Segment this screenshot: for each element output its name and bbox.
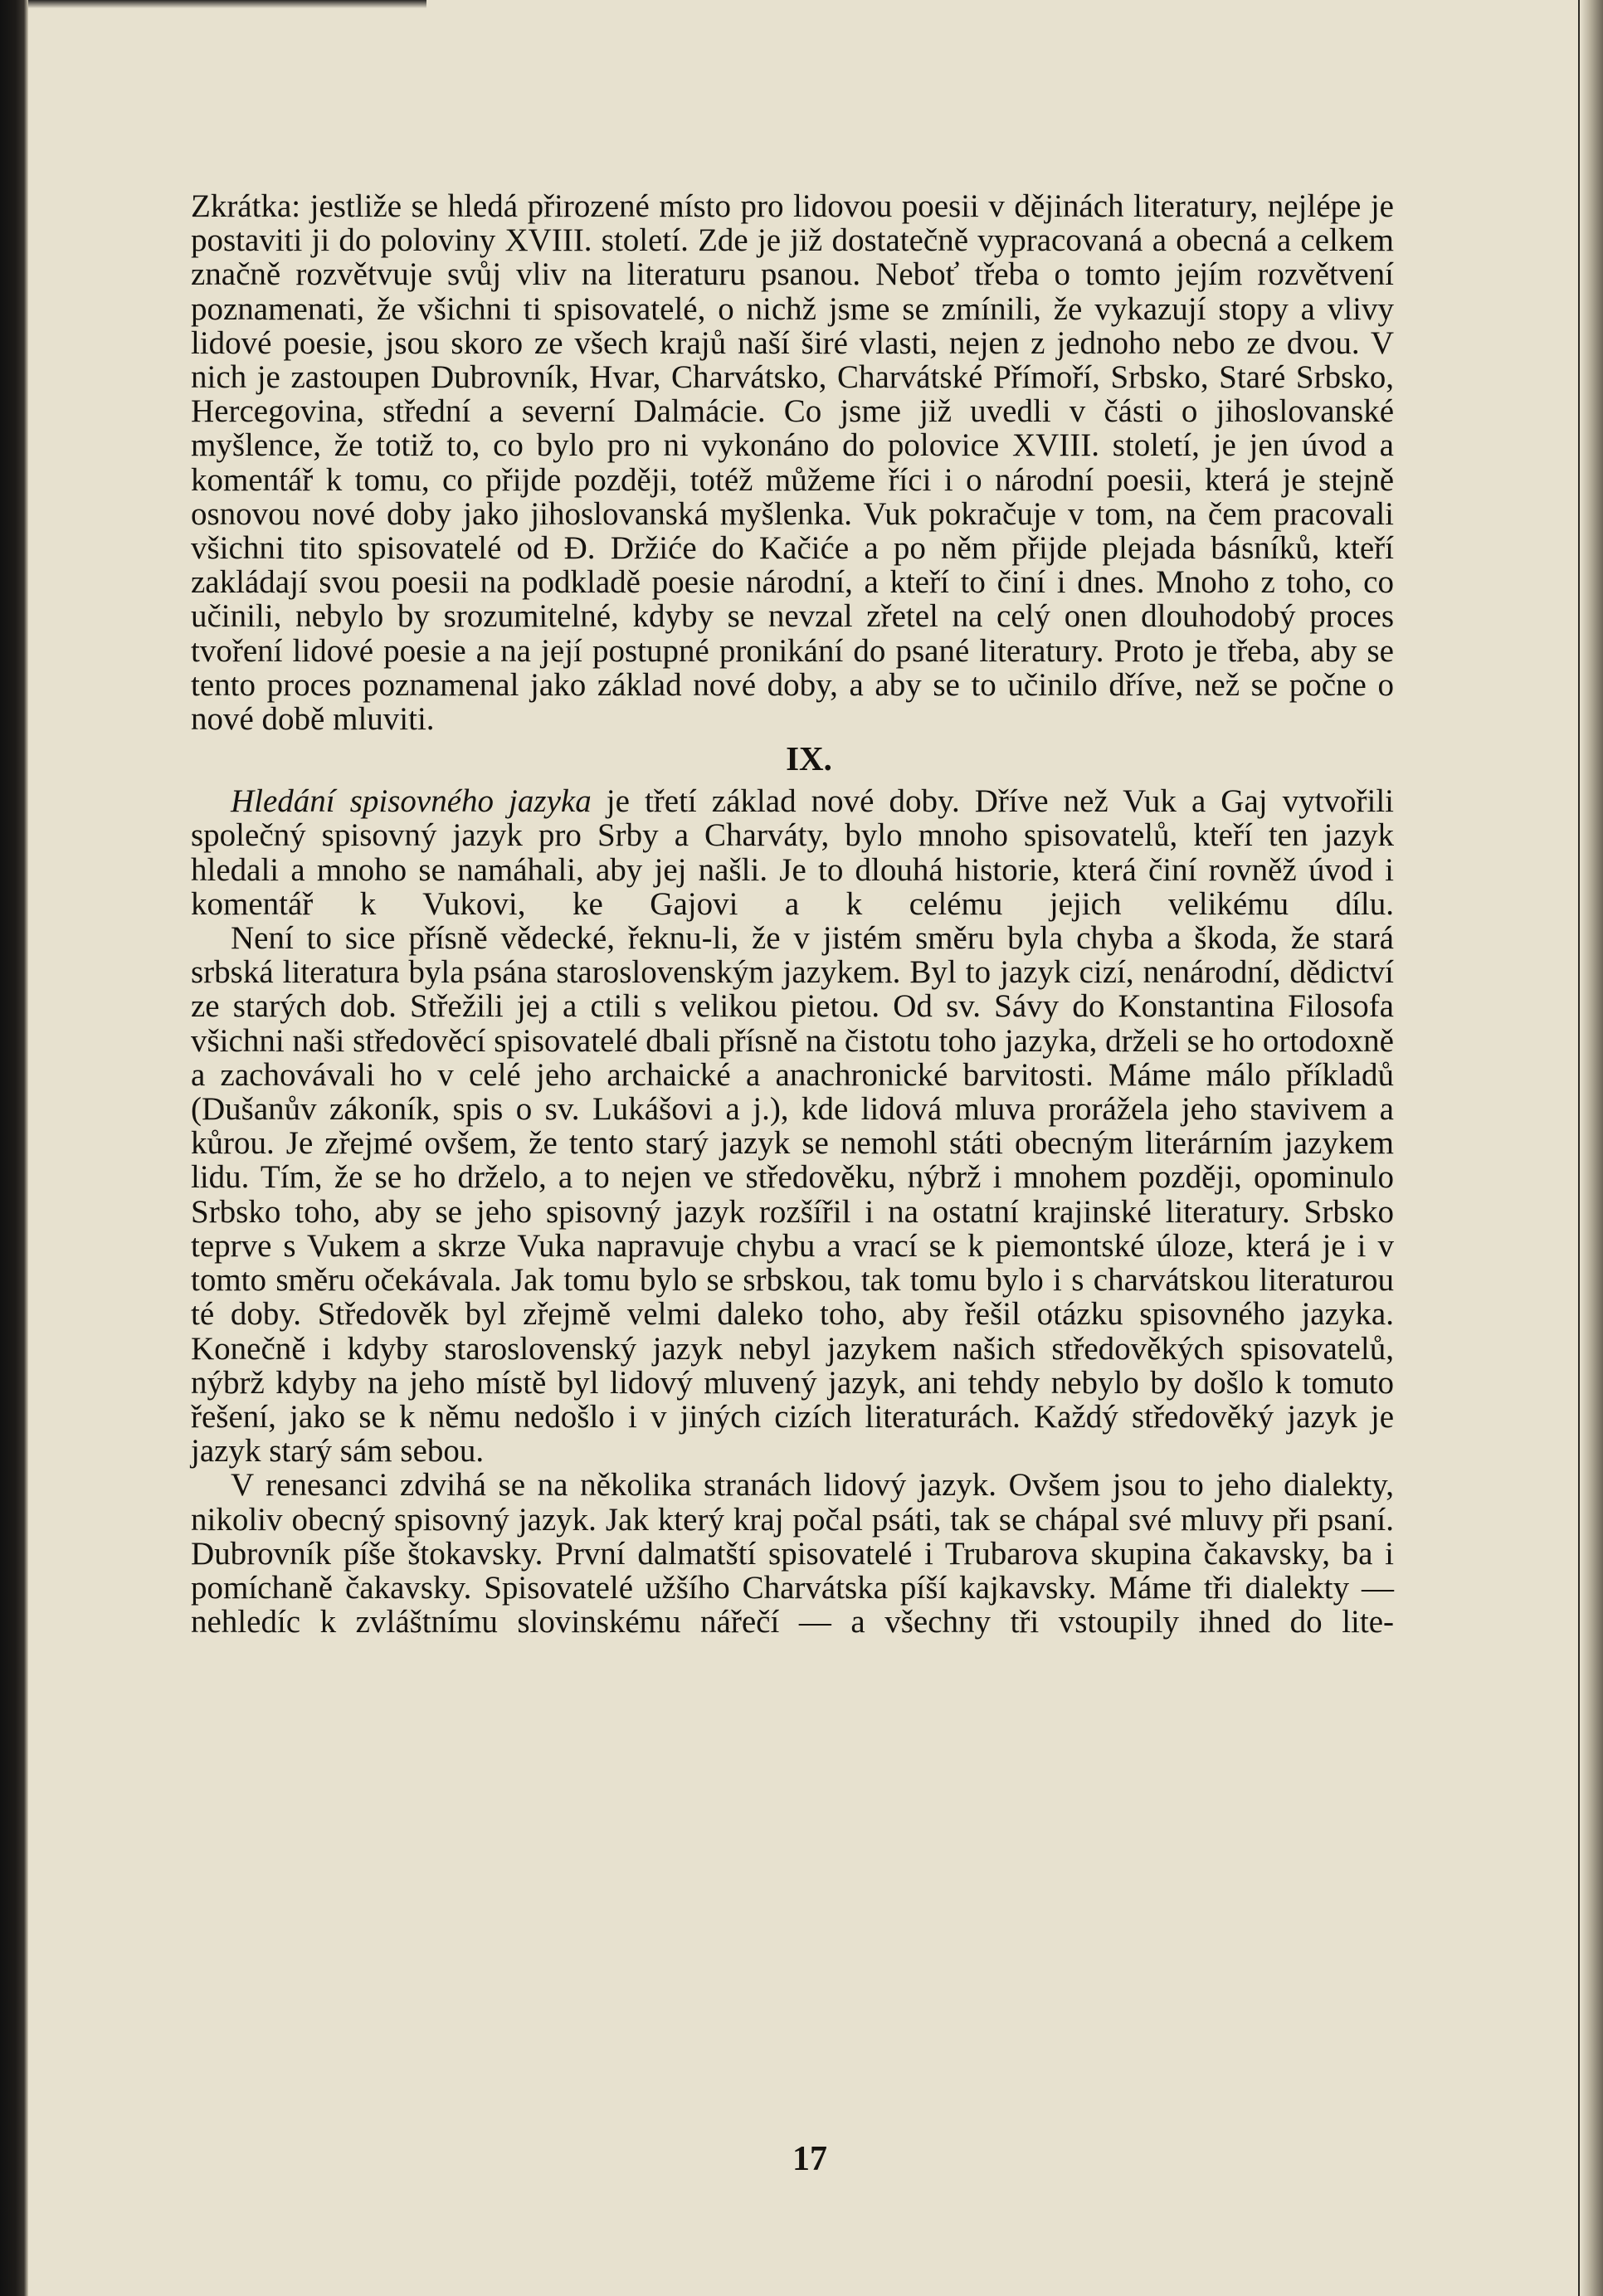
book-spine-shadow <box>0 0 28 2296</box>
page-number-text: 17 <box>792 2140 827 2178</box>
section-heading <box>191 739 1394 778</box>
paragraph-1: Zkrátka: jestliže se hledá přirozené místo pro lidovou poesii v dějinách literatury, nejlépe je postaviti ji do poloviny XVIII. století. Zde je již dostatečně vypracovaná a obecná a celkem značně rozvětvuje svůj vliv na literaturu psanou. Neboť třeba o tomto jejím rozvětvení poznamenati, že všichni ti spisovatelé, o nichž jsme se zmínili, že vykazují stopy a vlivy lidové poesie, jsou skoro ze všech krajů naší širé vlasti, nejen z jednoho nebo ze dvou. V nich je zastoupen Dubrovník, Hvar, Charvátsko, Charvátské Přímoří, Srbsko, Staré Srbsko, Hercegovina, střední a severní Dalmácie. Co jsme již uvedli v části o jihoslovanské myšlence, že totiž to, co bylo pro ni vykonáno do polovice XVIII. století, je jen úvod a komentář k tomu, co přijde později, totéž můžeme říci i o národní poesii, která je stejně osnovou nové doby jako jihoslovanská myšlenka. Vuk pokračuje v tom, na čem pracovali všichni tito spisovatelé od Đ. Držiće do Kačiće a po něm přijde plejada básníků, kteří zakládají svou poesii na podkladě poesie národní, a kteří to činí i dnes. Mnoho z toho, co učinili, nebylo by srozumitelné, kdyby se nevzal zřetel na celý onen dlouhodobý proces tvoření lidové poesie a na její postupné pronikání do psané literatury. Proto je třeba, aby se tento proces poznamenal jako základ nové doby, a aby se to učinilo dříve, než se počne o nové době mluviti. <box>191 188 1394 738</box>
paragraph-2-text: je třetí základ nové doby. Dříve než Vuk a Gaj vytvořili společný spisovný jazyk pro Srby a Charváty, bylo mnoho spisovatelů, kteří ten jazyk hledali a mnoho se namáhali, aby jej našli. Je to dlouhá historie, která činí rovněž úvod i komentář k Vukovi, ke Gajovi a k celému jejich velikému dílu. <box>191 783 1394 922</box>
top-edge-shadow <box>28 0 426 8</box>
page-edge-shadow <box>1580 0 1603 2296</box>
paragraph-3: Není to sice přísně vědecké, řeknu-li, že v jistém směru byla chyba a škoda, že stará srbská literatura byla psána staroslovenským jazykem. Byl to jazyk cizí, nenárodní, dědictví ze starých dob. Střežili jej a ctili s velikou pietou. Od sv. Sávy do Konstantina Filosofa všichni naši středověcí spisovatelé dbali přísně na čistotu toho jazyka, drželi se ho ortodoxně a zachovávali ho v celé jeho archaické a anachronické barvitosti. Máme málo příkladů (Dušanův zákoník, spis o sv. Lukášovi a j.), kde lidová mluva prorážela jeho stavivem a kůrou. Je zřejmé ovšem, že tento starý jazyk se nemohl státi obecným literárním jazykem lidu. Tím, že se ho drželo, a to nejen ve středověku, nýbrž i mnohem později, opominulo Srbsko toho, aby se jeho spisovný jazyk rozšířil i na ostatní krajinské literatury. Srbsko teprve s Vukem a skrze Vuka napravuje chybu a vrací se k piemontské úloze, která je i v tomto směru očekávala. Jak tomu bylo se srbskou, tak tomu bylo i s charvátskou literaturou té doby. Středověk byl zřejmě velmi daleko toho, aby řešil otázku spisovného jazyka. Konečně i kdyby staroslovenský jazyk nebyl jazykem našich středověkých spisovatelů, nýbrž kdyby na jeho místě byl lidový mluvený jazyk, ani tehdy nebylo by došlo k tomuto řešení, jako se k němu nedošlo i v jiných cizích literaturách. Každý středověký jazyk je jazyk starý sám sebou. <box>191 920 1394 1470</box>
page-body <box>191 189 1394 1639</box>
paragraph-2 <box>191 784 1394 921</box>
paragraph-4: V renesanci zdvihá se na několika stranách lidový jazyk. Ovšem jsou to jeho dialekty, nikoliv obecný spisovný jazyk. Jak který kraj počal psáti, tak se chápal své mluvy při psaní. Dubrovník píše štokavsky. První dalmatští spisovatelé i Trubarova skupina čakavsky, ba i pomíchaně čakavsky. Spisovatelé užšího Charvátska píší kajkavsky. Máme tři dialekty — nehledíc k zvláštnímu slovinskému nářečí — a všechny tři vstoupily ihned do lite- <box>191 1467 1394 1640</box>
section-heading-text: IX. <box>786 739 832 778</box>
paragraph-2-italic-lead: Hledání spisovného jazyka <box>231 783 592 820</box>
page-number <box>0 2139 1603 2179</box>
